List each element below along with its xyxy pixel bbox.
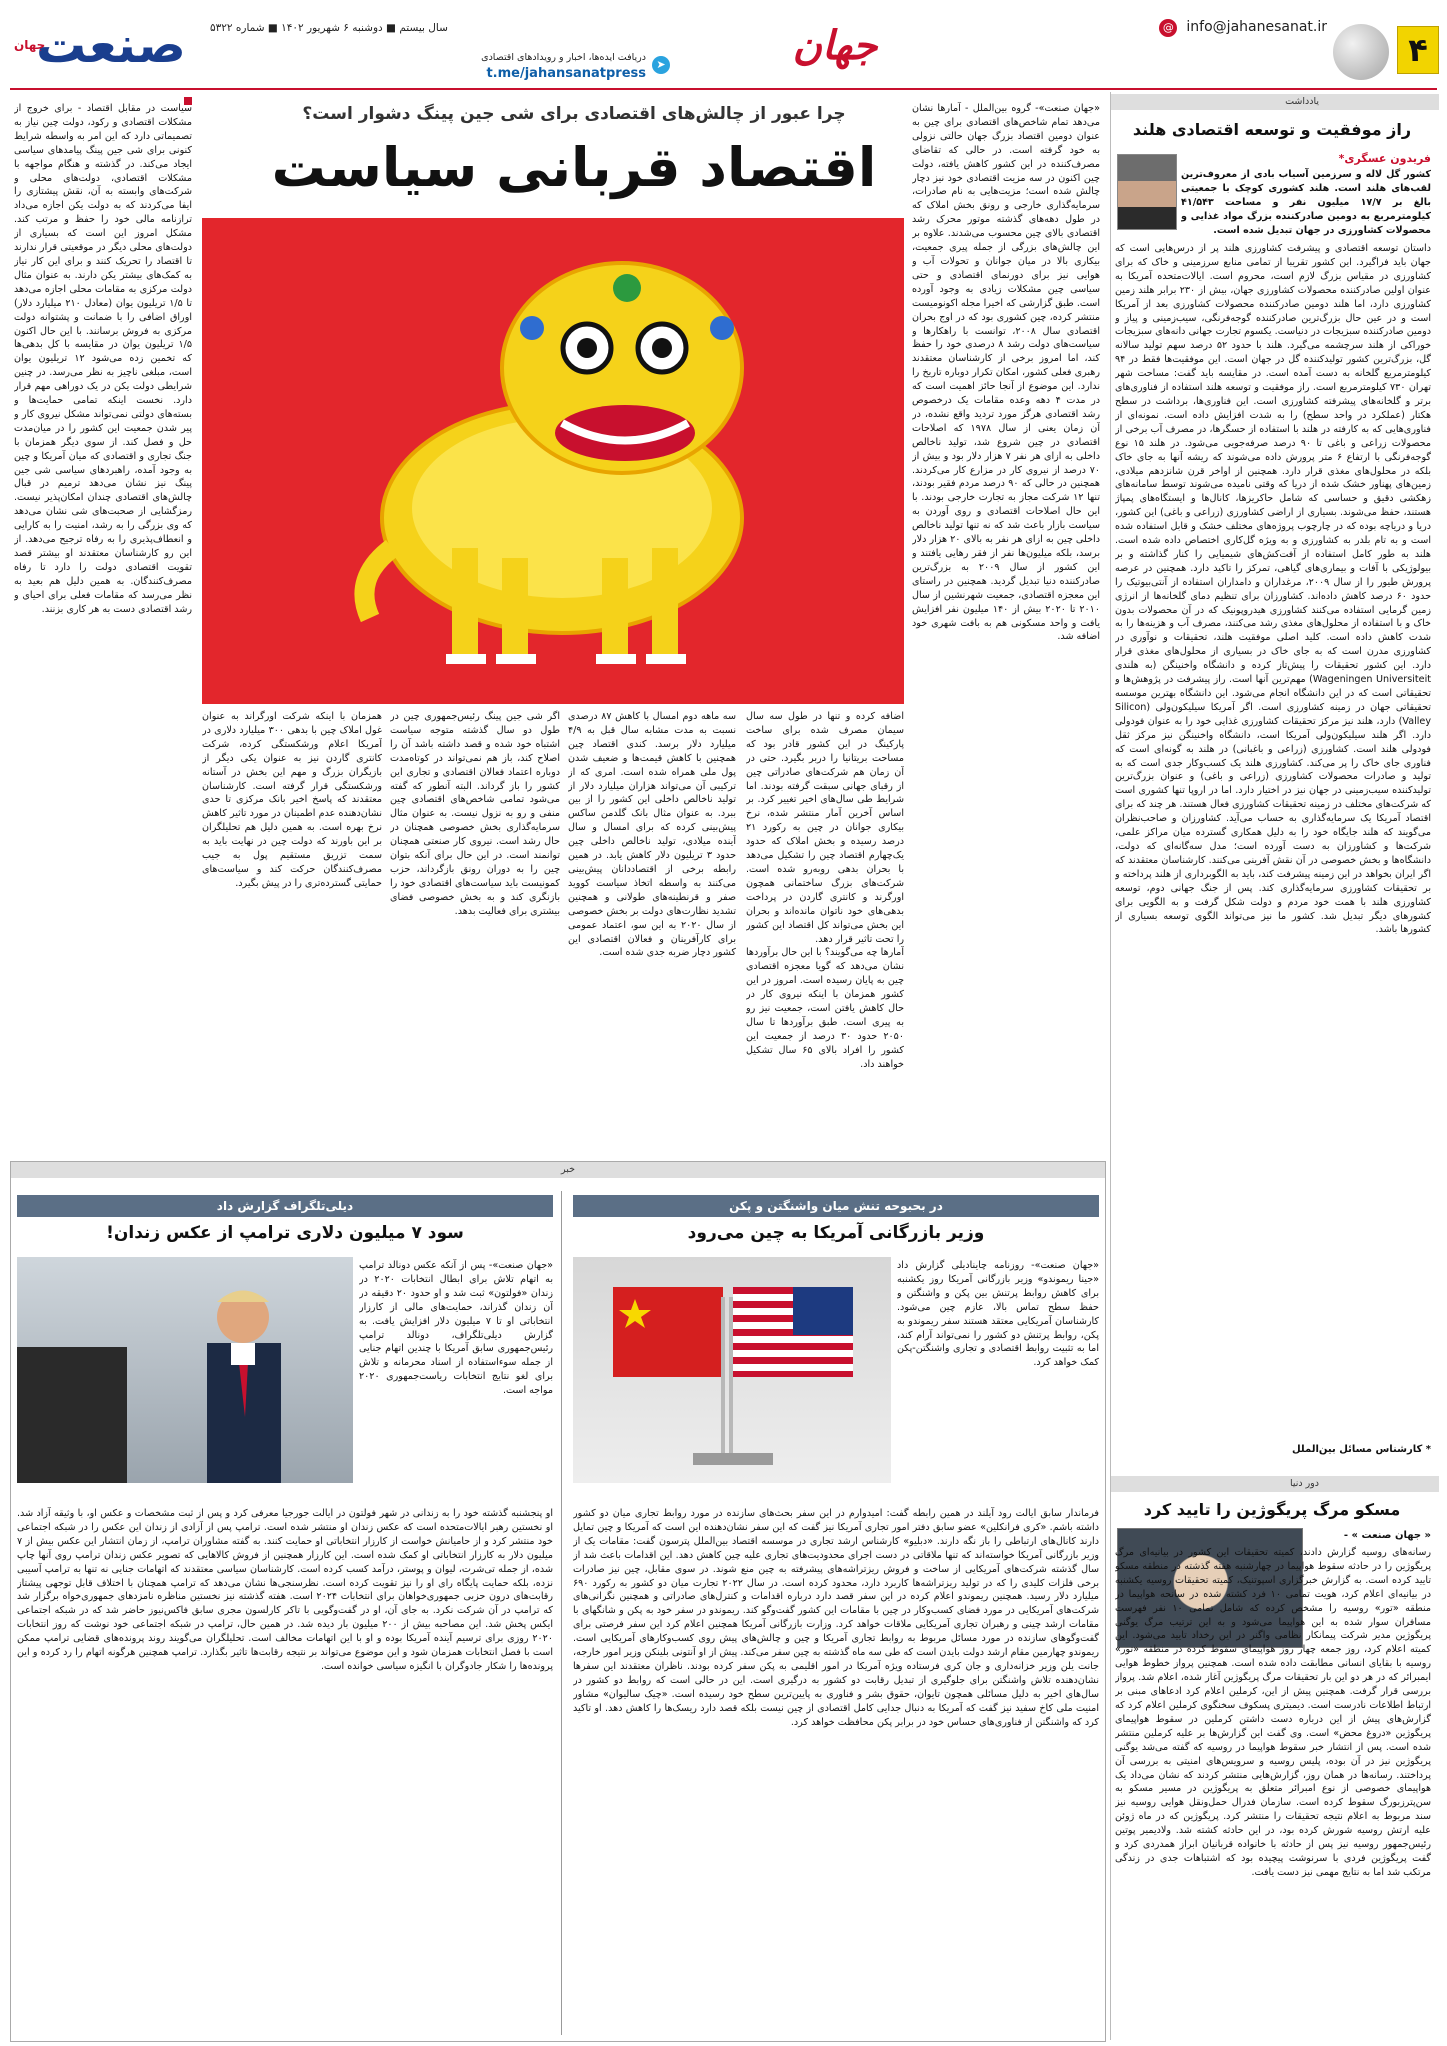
telegram-box [440, 48, 670, 82]
yaddasht-label-text: یادداشت [1285, 96, 1319, 107]
section-title: جهان [792, 22, 878, 69]
logo-text: صنعت [36, 16, 186, 74]
email-text[interactable]: info@jahanesanat.ir [1186, 19, 1327, 35]
khabar-divider [561, 1191, 562, 2035]
main-column-4: سه ماهه دوم امسال با کاهش ۸۷ درصدی نسبت به مدت مشابه سال قبل به ۴/۹ میلیارد دلار برسد. کندی اقتصاد چین همچنین با کاهش قیمت‌ها و ضعیف شدن پول ملی همراه شده است. امری که از ترکیبی آن می‌تواند هزاران میلیارد دلار از تولید ناخالص داخلی این کشور را از بین ببرد. به عنوان مثال بانک گلدمن ساکس پیش‌بینی کرده که برای امسال و سال آینده میلادی، تولید ناخالص داخلی چین حدود ۳ تریلیون دلار کاهش یابد. در همین رابطه برخی از اقتصاددانان پیش‌بینی می‌کنند به واسطه اتخاذ سیاست کووید صفر و قرنطینه‌های طولانی و همچنین تشدید نظارت‌های دولت بر بخش خصوصی از سال ۲۰۲۰ به این سو، اعتماد عمومی برای کارآفرینان و فعالان اقتصادی این کشور دچار ضربه جدی شده است. [568, 711, 736, 959]
sidebar [1110, 92, 1439, 2040]
main-headline: اقتصاد قربانی سیاست [271, 136, 877, 199]
article2-body: رسانه‌های روسیه گزارش دادند، کمیته تحقیقات این کشور در بیانیه‌ای مرگ پریگوژین را در حادثه سقوط هواپیما در چهارشنبه هفته گذشته در منطقه مسکو تایید کرده است. به گزارش خبرگزاری اسپوتنیک، کمیته تحقیقات روسیه یکشنبه در بیانیه‌ای اعلام کرد، هویت تمامی ۱۰ فرد کشته شده در سانحه هواپیما در منطقه «تور» روسیه را مشخص کرده که شامل تمامی ۱۰ نفر فهرست مسافران سوار شده به این هواپیما می‌شود و به این ترتیب مرگ یوگنی پریگوژین مدیر شرکت پیمانکار نظامی واگنر در این رخداد تایید می‌شود. این کمیته اعلام کرد، روز جمعه چهار روز هواپیمای سقوط کرده در منطقه «تور» روسیه با بقایای انسانی مطابقت داده شده است. همچنین پرواز خطوط هوایی ایمبرائر که در هر دو این بار تحقیقات مرگ پریگوژین آغاز شده، اعلام شد. پرواز بررسی قرار گرفت. همچنین پیش از این، کرملین اعلام کرد ادعاهای مبنی بر ارتباط اطلاعات نادرست است. دیمیتری پسکوف سخنگوی کرملین اعلام کرد که گزارش‌های پیش از این درباره دست داشتن کرملین در سقوط هواپیمای پریگوژین «دروغ محض» است. وی گفت این گزارش‌ها بر علیه کرملین منتشر شده است. پس از انتشار خبر سقوط هواپیما در روسیه که گفته می‌شد یوگنی پریگوژین نیز در آن بوده، پلیس روسیه و سرویس‌های امنیتی به بررسی آن پرداختند. رسانه‌ها در همان روز، گزارش‌هایی منتشر کردند که نشان می‌داد یک هواپیمای خصوصی از نوع امبرائر متعلق به پریگوژین در مسیر مسکو به سن‌پترزبورگ سقوط کرده است. سازمان فدرال حمل‌ونقل هوایی روسیه نیز سند مربوط به اعلام نتیجه تحقیقات را منتشر کرد. پریگوژین که در ماه ژوئن علیه ارتش روسیه شورش کرده بود، در این حادثه کشته شد. ولادیمیر پوتین رئیس‌جمهور روسیه نیز پس از حادثه با خانواده قربانیان ابراز همدردی کرد و گفت پریگوژین فردی با سرنوشت پیچیده بود که اشتباهات جدی در زندگی مرتکب شد اما به نتایج مهمی نیز دست یافت. [1115, 1547, 1431, 1878]
flags-svg [573, 1257, 891, 1483]
email-row [1159, 16, 1327, 36]
story-right-title: سود ۷ میلیون دلاری ترامپ از عکس زندان! [106, 1223, 464, 1243]
telegram-icon: ➤ [652, 56, 670, 74]
story-left-kicker: در بحبوحه تنش میان واشنگتن و پکن [573, 1195, 1099, 1217]
author-name [1181, 152, 1431, 165]
lion-dance-svg [202, 218, 904, 704]
article2-source: « جهان صنعت » - [1343, 1530, 1431, 1541]
author-name-text: فریدون عسگری* [1338, 152, 1431, 165]
article1-title: راز موفقیت و توسعه اقتصادی هلند [1132, 120, 1412, 139]
story-left-title: وزیر بازرگانی آمریکا به چین می‌رود [687, 1223, 985, 1243]
page-number: ۴ [1408, 31, 1428, 69]
masthead [0, 0, 1447, 92]
issue-line: سال بیستم ■ دوشنبه ۶ شهریور ۱۴۰۲ ■ شماره ۵۳۲۲ [210, 22, 448, 34]
email-icon: @ [1159, 19, 1177, 37]
khabar-section [10, 1164, 1106, 2042]
article1-body: داستان توسعه اقتصادی و پیشرفت کشاورزی هلند پر از درس‌هایی است که جهان باید فراگیرد. این کشور تقریبا از تمامی منابع سرزمینی و خاک که برای کشاورزی در مقیاس بزرگ لازم است، محروم است. ایالات‌متحده آمریکا به عنوان اولین صادرکننده محصولات کشاورزی جهان، بیش از ۲۳۰ برابر هلند زمین کشاورزی دارد، اما هلند دومین صادرکننده محصولات کشاورزی بعد از آمریکا است و در عین حال بزرگ‌ترین صادرکننده گوجه‌فرنگی، سیب‌زمینی و پیاز و دومین صادرکننده سبزیجات در دنیاست. یکسوم تجارت جهانی دانه‌های سبزیجات خوراکی از هلند سرچشمه می‌گیرد. هلند با حدود ۵۲ درصد سهم تولید سالانه گل، بزرگ‌ترین کشور تولیدکننده گل در جهان است. این موفقیت‌ها فقط در ۹۴ کیلومترمربع گلخانه به دست آمده است. در مقایسه باید گفت: مساحت شهر تهران ۷۳۰ کیلومترمربع است. راز موفقیت و توسعه هلند استفاده از فناوری‌های برتر و گلخانه‌های پیشرفته کشاورزی است. این فناوری‌ها، برداشت در سطح هکتار (عملکرد در واحد سطح) را به شدت افزایش داده است. نمونه‌ای از فناوری‌هایی که به کارفته در هلند با استفاده از حسگرها، در مصرف آب برخی از محصولات زراعی و باغی تا ۹۰ درصد صرفه‌جویی می‌شود. در هلند ۱۵ نوع گوجه‌فرنگی با ارتفاع ۶ متر پرورش داده می‌شوند که ریشه آنها به جای خاک بلکه در محلول‌های مغذی قرار دارد. همچنین از اواخر قرن شانزدهم میلادی، زمین‌های پهناور خشک شده از دریا که وقتی نامیده می‌شوند توسط سامانه‌های زهکشی دقیق و حساسی که شامل حاکریزها، کانال‌ها و ایستگاه‌های پمپاژ هستند، حفظ می‌شوند. بسیاری از اراضی کشاورزی (زراعی و باغی) این کشور، دریا و دریاچه بوده که در چارچوب پروژه‌های مختلف خشک و قابل استفاده شده است و به تام بلدر به کشاورزی و به ویژه گل‌کاری اختصاص داده شده است. هلند به طور کامل استفاده از آفت‌کش‌های شیمیایی را کنار گذاشته و بر بیولوژیکی با آفات و بیماری‌های گیاهی، تمرکز را تاکید دارد. همچنین در عرصه پرورش طیور را از سال ۲۰۰۹، مرغداران و دامداران استفاده از آنتی‌بیوتیک را حدود ۶۰ درصد کاهش داده‌اند. کشاورزان برای تنظیم دمای گلخانه‌ها از انرژی زمین گرمایی استفاده می‌کنند کشاورزی هیدروپونیک که در آن محصولات بدون خاک و با استفاده از محلول‌های مغذی رشد می‌کنند، مصرف آب و هزینه‌ها را به شدت کاهش داده است. کلید اصلی موفقیت هلند، تحقیقات و نوآوری در کشاورزی مدرن است که به جای خاک در بسیاری از محلول‌های مغذی قرار دارد. این کشور تحقیقات را پیش‌تاز کرده و دانشگاه واخنینگن (به هلندی Wageningen Universiteit) مهم‌ترین آنها است. راز پیشرفت در پژوهش‌ها و تحقیقاتی است که در این دانشگاه انجام می‌شود. این دانشگاه بهترین موسسه تحقیقاتی جهان در زمینه کشاورزی است. اگر آمریکا سیلیکون‌ولی (Silicon Valley) دارد، هلند نیز مرکز تحقیقات کشاورزی غذایی خود را به عنوان فودولی دارد. اگر هلند سیلیکون‌ولی آمریکا است، دانشگاه واخنینگن نیز مرکز ثقل فودولی هلند است. کشاورزی (زراعی و باغبانی) در هلند به گونه‌ای است که فناوری جای خاک را پر می‌کند. کشاورزی هلند یک کسب‌وکار جدی است که به تولید و صادرات محصولات کشاورزی (زراعی و باغی) و عنوان بزرگ‌ترین تولیدکننده سیب‌زمینی در جهان نیز در اختیار دارد. اما در اروپا تنها کشوری است که شرکت‌های مختلف در زمینه تحقیقات کشاورزی فعال هستند. هر چند که برای اقتصاد آمریکا یک سرمایه‌گذاری به حساب می‌آید. کشاورزان و صاحب‌نظران می‌گویند که هلند جایگاه خود را به دلیل همکاری گسترده میان مراکز علمی، شرکت‌ها و کشاورزان به دست آورده است؛ مدل سه‌گانه‌ای که دولت، دانشگاه‌ها و بخش خصوصی در آن نقش آفرینی می‌کنند. کارشناسان معتقدند که اگر ایران بخواهد در این زمینه پیشرفت کند، باید به الگوبرداری از هلند پرداخته و بر تحقیقات کشاورزی سرمایه‌گذاری کند. پس از جنگ جهانی دوم، توسعه کشاورزی هلند با همت خود مردم و دولت شکل گرفت و به الگویی برای کشورهای دیگر تبدیل شد. کشور ما نیز می‌تواند الگوی توسعه بسیاری از کشورها باشد. [1115, 243, 1431, 936]
main-kicker: چرا عبور از چالش‌های اقتصادی برای شی جین پینگ دشوار است؟ [302, 104, 846, 124]
article1-footer: * کارشناس مسائل بین‌الملل [1291, 1444, 1431, 1455]
story-left-intro: «جهان صنعت»- روزنامه چاینادیلی گزارش داد «جینا ریموندو» وزیر بازرگانی آمریکا روز یکشنبه برای کاهش روابط پرتنش بین پکن و واشنگتن و حفظ سطح تماس بالا، عازم چین می‌شود. کارشناسان آمریکایی معتقد هستند سفر ریموندو به پکن، روابط پرتنش دو کشور را نمی‌تواند آرام کند، اما به تثبیت روابط اقتصادی و تجاری واشنگتن-پکن کمک خواهد کرد. [897, 1260, 1099, 1369]
lion-head [502, 263, 742, 473]
telegram-caption: دریافت ایده‌ها، اخبار و رویدادهای اقتصادی [481, 52, 646, 63]
dour-donya-label-text: دور دنیا [1289, 1478, 1319, 1489]
story-left-body: فرماندار سابق ایالت رود آیلند در همین رابطه گفت: امیدوارم در این سفر بحث‌های سازنده در مورد روابط تجاری میان دو کشور داشته باشم. «کری فرانکلین» عضو سابق دفتر امور تجاری آمریکا نیز گفت که این سفر نشان‌دهنده این است که آمریکا و چین تمایل دارند کانال‌های ارتباطی را باز نگه دارند. «دبلیو» کارشناس ارشد تجاری در موسسه اقتصاد بین‌الملل پترسون گفت: مقامات یک از وزیر بازرگانی آمریکا خواسته‌اند که تنها ملاقاتی در دست اجرای محدودیت‌های تجاری علیه چین کاهش دهد. این اقدامات باعث شد از سال گذشته شرکت‌های آمریکایی از ساخت و فروش ریزتراشه‌های پیشرفته به چین منع شوند. در سوی مقابل، چین نیز صادرات برخی فلزات کلیدی را که در تولید ریزتراشه‌ها کاربرد دارد، محدود کرده است. در سال ۲۰۲۲ تجارت میان دو کشور به رکورد ۶۹۰ میلیارد دلار رسید. همچنین ریموندو اعلام کرده در این سفر قصد دارد درباره اقدامات و کنترل‌های صادراتی و همچنین نگرانی‌های شرکت‌های آمریکایی در مورد فضای کسب‌وکار در چین با مقامات این کشور گفت‌وگو کند. ریموندو در سفر خود به پکن و شانگهای با مقامات ارشد چینی و رهبران تجاری آمریکایی ملاقات خواهد کرد. وزارت بازرگانی آمریکا همچنین اعلام کرد این سفر فرصتی برای گفت‌وگوهای سازنده در مورد مسائل مربوط به روابط تجاری آمریکا و چین و چالش‌های پیش روی کسب‌وکارهای آمریکایی است. ریموندو چهارمین مقام ارشد دولت بایدن است که طی سه ماه گذشته به چین سفر می‌کند. پیش از او آنتونی بلینکن وزیر امور خارجه، جانت یلن وزیر خزانه‌داری و جان کری فرستاده ویژه آمریکا در امور اقلیمی به پکن سفر کرده بودند. ناظران معتقدند این سفرها نشان‌دهنده تلاش واشنگتن برای جلوگیری از تبدیل رقابت دو کشور به درگیری است. این در حالی است که روابط دو کشور در سال‌های اخیر به دلیل مسائلی همچون تایوان، حقوق بشر و فناوری به پایین‌ترین سطح خود رسیده است. «چیک سالیوان» مشاور امنیت ملی کاخ سفید نیز گفت که آمریکا به دنبال جدایی کامل اقتصادی از چین نیست بلکه قصد دارد ریسک‌ها را کاهش دهد. او تاکید کرد که واشنگتن از فناوری‌های حساس خود در برابر پکن محافظت خواهد کرد. [573, 1508, 1099, 1728]
author-photo [1117, 154, 1177, 230]
article1-lead: کشور گل لاله و سرزمین آسیاب بادی از معروف‌ترین لقب‌های هلند است. هلند کشوری کوچک با جمعیتی بالغ بر ۱۷/۷ میلیون نفر و مساحت ۴۱/۵۴۳ کیلومترمربع به دومین صادرکننده بزرگ مواد غذایی و محصولات کشاورزی در جهان تبدیل شده است. [1181, 169, 1431, 236]
story-right-kicker: دیلی‌تلگراف گزارش داد [17, 1195, 553, 1217]
main-column-5: اگر شی جین پینگ رئیس‌جمهوری چین در طول دو سال گذشته متوجه سیاست اشتباه خود شده و قصد داشته باشد آن را اصلاح کند، باز هم نمی‌تواند در کوتاه‌مدت دوباره اعتماد فعالان اقتصادی و تجاری این کشور را باز گرداند. البته آنطور که گفته می‌شود تمامی شاخص‌های اقتصادی چین منفی و رو به نزول نیست. به عنوان مثال سرمایه‌گذاری بخش خصوصی همچنان در حال رشد است. نیروی کار صنعتی همچنان توانمند است. در این حال برای آنکه بتوان چین را به دوران رونق بازگرداند، حزب کمونیست باید سیاست‌های اقتصادی خود را بازنگری کند و به بخش خصوصی فضای بیشتری برای فعالیت بدهد. [390, 711, 560, 917]
main-column-3: آمارها چه می‌گویند؟ با این حال برآوردها نشان می‌دهد که گویا معجزه اقتصادی چین به پایان رسیده است. امروز در این کشور همزمان با اینکه نیروی کار در حال کاهش یافتن است، جمعیت نیز رو به پیری است. طبق برآوردها تا سال ۲۰۵۰ حدود ۳۰ درصد از جمعیت این کشور را افراد بالای ۶۵ سال تشکیل خواهند داد. [746, 947, 904, 1070]
main-column-2: اضافه کرده و تنها در طول سه سال سیمان مصرف شده برای ساخت پارکینگ در این کشور قادر بود که مساحت بریتانیا را دربر بگیرد. حتی در آن زمان هم شرکت‌های صادراتی چین از رقبای جهانی سبقت گرفته بودند. اما شرایط طی سال‌های اخیر تغییر کرد. بر اساس آخرین آمار منتشر شده، نرخ بیکاری جوانان در چین به رکورد ۲۱ درصد رسیده و بخش املاک که حدود یک‌چهارم اقتصاد چین را تشکیل می‌دهد با بحران بدهی روبه‌رو شده است. شرکت‌های بزرگ ساختمانی همچون اورگرند و کانتری گاردن در پرداخت بدهی‌های خود ناتوان مانده‌اند و بحران این بخش می‌تواند کل اقتصاد این کشور را تحت تاثیر قرار دهد. آمارها چه می‌گویند؟ با این حال برآوردها نشان می‌دهد که گویا معجزه اقتصادی چین به پایان رسیده است. امروز در این کشور همزمان با اینکه نیروی کار در حال کاهش یافتن است، جمعیت نیز رو به پیری است. طبق برآوردها تا سال ۲۰۵۰ حدود ۳۰ درصد از جمعیت این کشور را افراد بالای ۶۵ سال تشکیل خواهند داد. [746, 711, 904, 1070]
main-column-1: «جهان صنعت»- گروه بین‌الملل - آمارها نشان می‌دهد تمام شاخص‌های اقتصادی برای چین به عنوان دومین اقتصاد بزرگ جهان حالتی نزولی به خود گرفته است. در حالی که تقاضای مصرف‌کننده در این کشور کاهش یافته، دولت چین اکنون در سه مزیت اقتصادی خود نیز دچار چالش شده است؛ مزیت‌هایی به نام صادرات، سرمایه‌گذاری خارجی و رونق بخش املاک که در طول دهه‌های گذشته موتور محرک رشد اقتصادی بالای چین محسوب می‌شدند. علاوه بر این چالش‌های بزرگی از جمله پیری جمعیت، بیکاری بالا در میان جوانان و تحولات آب و هوایی نیز برای دورنمای اقتصادی و حتی سیاسی چین مشکلات زیادی به وجود آورده است. طبق گزارشی که اخیرا مجله اکونومیست منتشر کرده، چین کشوری بود که در اوج بحران اقتصادی سال ۲۰۰۸، توانست با راهکارها و سیاست‌های دولت رشد ۸ درصدی خود را حفظ کند، اما امروز برخی از کارشناسان معتقدند رهبری فعلی کشور، امکان تکرار دوباره تاریخ را ندارد. این موضوع از آنجا حائز اهمیت است که در مدت ۴ دهه وعده مقامات یک درخصوص رشد اقتصادی هرگز مورد تردید واقع نشده، در آن زمان یعنی از سال ۱۹۷۸ که اصلاحات اقتصادی در چین شروع شد، تولید ناخالص داخلی به ازای هر نفر ۷ هزار دلار بود و بیش از ۷۰ درصد از نیروی کار در مزارع کار می‌کردند. همچنین در حالی که ۹۰ درصد مردم فقیر بودند، تنها ۱۲ شرکت مجاز به تجارت خارجی بودند. با این حال اصلاحات اقتصادی و روی آوردن به سیاست بازار باعث شد که نه تنها تولید ناخالص داخلی چین به ازای هر نفر به بالای ۲۰ هزار دلار برسد، بلکه میلیون‌ها نفر از فقر رهایی یافتند و این کشور از سال ۲۰۰۹ به بزرگ‌ترین صادرکننده دنیا تبدیل گردید. همچنین در راستای این معجزه اقتصادی، جمعیت شهرنشین از سال ۲۰۱۰ تا ۲۰۲۰ بیش از ۱۴۰ میلیون نفر افزایش یافت و واحد مسکونی هم به بافت شهری خود اضافه شد. [912, 103, 1100, 643]
newspaper-logo [12, 18, 202, 80]
masthead-rule [10, 88, 1437, 90]
article2-title: مسکو مرگ پریگوژین را تایید کرد [1143, 1500, 1401, 1519]
globe-icon [1333, 24, 1389, 80]
story-right-intro: «جهان صنعت»- پس از آنکه عکس دونالد ترامپ به اتهام تلاش برای ابطال انتخابات ۲۰۲۰ در زندان «فولتون» ثبت شد و او حدود ۲۰ دقیقه در آن زندان گذراند، حمایت‌های مالی از کارزار انتخاباتی او تا ۷ میلیون دلار افزایش یافت. به گزارش دیلی‌تلگراف، دونالد ترامپ رئیس‌جمهوری سابق آمریکا با چندین اتهام جنایی از جمله سوءاستفاده از اسناد محرمانه و تلاش برای لغو نتایج انتخابات ریاست‌جمهوری ۲۰۲۰ مواجه است. [359, 1260, 553, 1397]
main-column-7: سیاست در مقابل اقتصاد - برای خروج از مشکلات اقتصادی و رکود، دولت چین نیاز به تصمیماتی دارد که این امر به واسطه شرایط کنونی برای شی جین پینگ پیامدهای سیاسی ایجاد می‌کند. در گذشته و هنگام مواجهه با مشکلات اقتصادی، دولت‌های محلی و شرکت‌های وابسته به آن، نقش پیشتازی را ایفا می‌کردند که به دولت یکن اجازه می‌داد ترازنامه مالی خود را حفظ و مرتب کند. مشکل امروز این است که بسیاری از دولت‌های محلی دیگر در موقعیتی قرار ندارند تا اقتصاد را تحریک کنند و برای این کار نیاز به کمک‌های بیشتر یکن دارند. به عنوان مثال دولت مرکزی به مقامات محلی اجازه می‌دهد تا ۱/۵ تریلیون یوان (معادل ۲۱۰ میلیارد دلار) اوراق اضافی را با ضمانت و پشتوانه دولت مرکزی به فروش برسانند. با این حال اکنون ۱/۵ تریلیون یوان در مقایسه با کل بدهی‌ها که تخمین زده می‌شود ۱۲ تریلیون یوان است، مبلغی ناچیز به نظر می‌رسد. در چنین شرایطی دولت یکن در یک دوراهی مهم قرار دارد. نخست اینکه تمامی حمایت‌ها و بسته‌های دولتی نمی‌تواند مشکل نیروی کار و پیر شدن جمعیت این کشور را در میان‌مدت حل و فصل کند. از سوی دیگر همزمان با جنگ تجاری و اقتصادی که میان آمریکا و چین به وجود آمده، راهبردهای سیاسی شی جین پینگ نیز نشان می‌دهد ترمیم در قبال چالش‌های اقتصادی چندان امکان‌پذیر نیست. رمزگشایی از صحبت‌های شی نشان می‌دهد که وی بزرگی را به رشد، امنیت را به کارایی و انعطاف‌پذیری را به رفاه ترجیح می‌دهد. از این رو کارشناسان معتقدند او بیشتر قصد تقویت اقتصادی دولت را دارد تا رفاه مصرف‌کنندگان. به همین دلیل هم بعید به نظر می‌رسد که مقامات فعلی برای احیای و رشد اقتصادی دست به هر کاری بزنند. [14, 103, 192, 615]
dour-donya-label [1111, 1476, 1439, 1492]
page-number-box [1397, 26, 1439, 74]
telegram-link[interactable]: t.me/jahansanatpress [486, 66, 646, 81]
trump-svg [17, 1257, 353, 1483]
yaddasht-label [1111, 94, 1439, 110]
trump-photo [17, 1257, 353, 1483]
main-story [10, 92, 1104, 1152]
lion-dance-illustration [202, 218, 904, 704]
story-right-body: او پنجشنبه گذشته خود را به زندانی در شهر فولتون در ایالت جورجیا معرفی کرد و پس از ثبت مشخصات و عکس او، با وثیقه آزاد شد. او نخستین رهبر ایالات‌متحده است که عکس زندان او منتشر شده است. ترامپ پس از آزادی از زندان این عکس را در شبکه اجتماعی خود منتشر کرد و از حامیانش خواست از کارزار انتخاباتی او حمایت کنند. به گفته مشاوران ترامپ، از زمان انتشار این عکس بیش از ۷ میلیون دلار به کارزار انتخاباتی او کمک شده است. این کارزار همچنین از فروش کالاهایی که تصویر عکس زندان ترامپ روی آنها چاپ شده، از جمله تی‌شرت، لیوان و پوستر، درآمد کسب کرده است. کارشناسان سیاسی معتقدند که اتهامات جنایی نه تنها به ترامپ آسیبی نزده، بلکه حمایت پایگاه رای او را نیز تقویت کرده است. نظرسنجی‌ها نشان می‌دهد که ترامپ همچنان با اختلاف قابل توجهی پیشتاز رقابت‌های درون حزبی جمهوری‌خواهان برای انتخابات ۲۰۲۴ است. هفته گذشته نیز نخستین مناظره نامزدهای جمهوری‌خواه برگزار شد که ترامپ در آن شرکت نکرد. به جای آن، او در گفت‌وگویی با تاکر کارلسون مجری سابق فاکس‌نیوز حاضر شد که در شبکه اجتماعی ایکس پخش شد. این مصاحبه بیش از ۲۰۰ میلیون بار دیده شد. در همین حال، ترامپ در شبکه اجتماعی خود نوشت که روز انتخابات ۲۰۲۰ روزی برای ترسیم آینده آمریکا بوده و او با این اتهامات مخالف است. تحلیلگران می‌گویند روند پرونده‌های قضایی ترامپ ممکن است با فصل انتخابات همزمان شود و این موضوع می‌تواند بر نتیجه رقابت‌ها تاثیر بگذارد. ترامپ همچنین هرگونه اتهام را رد کرده و این پرونده‌ها را شکار جادوگران با انگیزه سیاسی خوانده است. [17, 1508, 553, 1672]
us-china-flags-photo [573, 1257, 891, 1483]
khabar-label [10, 1161, 1106, 1178]
khabar-label-text: خبر [561, 1164, 575, 1175]
logo-small-text: جهان [14, 38, 46, 52]
main-column-6: همزمان با اینکه شرکت اورگراند به عنوان غول املاک چین با بدهی ۳۰۰ میلیارد دلاری در آمریکا اعلام ورشکستگی کرده، شرکت کانتری گاردن نیز به عنوان یکی دیگر از بازیگران بزرگ و مهم این بخش در آستانه ورشکستگی قرار گرفته است. کارشناسان معتقدند که پاسخ اخیر بانک مرکزی تا حدی نشان‌دهنده عدم اطمینان در مورد تاثیر کاهش نرخ بهره است. به همین دلیل هم تحلیلگران بر این باورند که دولت چین در نهایت باید به سمت تزریق مستقیم پول به جیب مصرف‌کنندگان حرکت کند و سیاست‌های حمایتی گسترده‌تری را در پیش بگیرد. [202, 711, 382, 889]
